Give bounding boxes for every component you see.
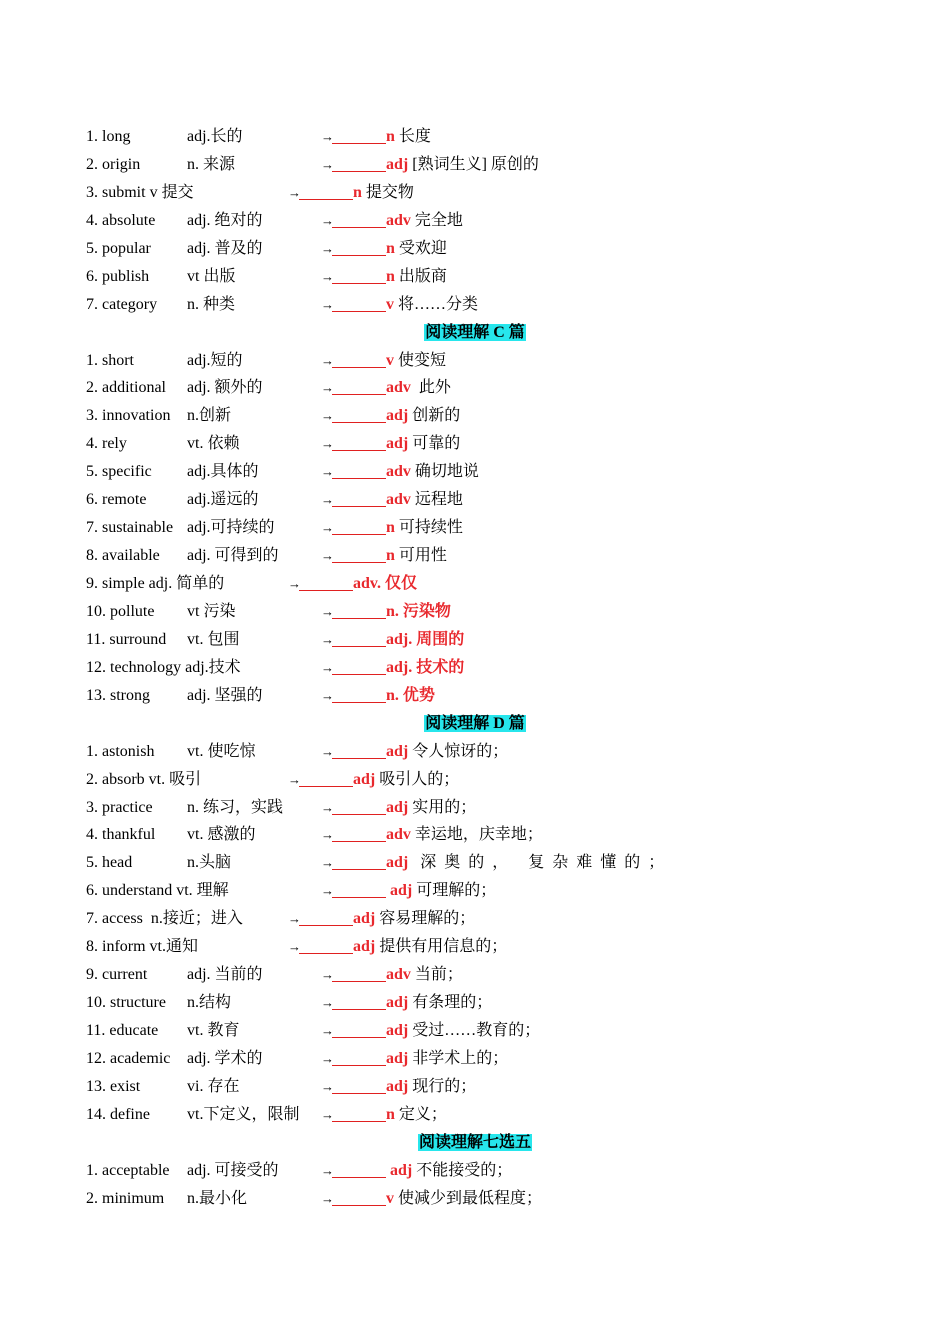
arrow-icon: →: [321, 548, 332, 564]
part-of-speech: n.结构: [187, 994, 232, 1012]
vocab-row: [0, 514, 950, 542]
fill-blank: [332, 1048, 386, 1066]
answer-meaning: 容易理解的；: [375, 910, 476, 928]
fill-blank: [332, 489, 386, 507]
answer-pos: adj: [386, 854, 409, 872]
part-of-speech: vt. 依赖: [187, 435, 240, 453]
part-of-speech: n. 来源: [187, 155, 236, 173]
fill-blank: [299, 182, 353, 200]
answer-meaning: 不能接受的；: [412, 1161, 513, 1179]
arrow-icon: →: [321, 743, 332, 759]
vocab-row: [0, 374, 950, 402]
fill-blank: [299, 908, 353, 926]
answer-line: [288, 570, 417, 598]
vocab-row: [0, 877, 950, 905]
answer-line: [321, 486, 463, 514]
fill-blank: [332, 964, 386, 982]
answer-pos: adj: [386, 407, 409, 425]
answer-pos: adj: [386, 1049, 409, 1067]
answer-meaning: 提供有用信息的；: [375, 938, 508, 956]
vocab-row: [0, 794, 950, 822]
fill-blank: [332, 797, 386, 815]
answer-pos: adj: [386, 798, 409, 816]
answer-meaning: 可用性: [394, 547, 447, 565]
answer-line: [321, 961, 463, 989]
word: 1. long: [86, 128, 131, 145]
answer-pos: n: [386, 519, 395, 537]
vocab-row: [0, 1017, 950, 1045]
answer-line: [321, 514, 463, 542]
vocab-row: [0, 430, 950, 458]
word: 9. simple adj. 简单的: [86, 575, 225, 592]
word: 11. surround: [86, 630, 167, 648]
answer-meaning: 可靠的: [408, 435, 461, 453]
answer-line: [321, 794, 476, 822]
word: 12. academic: [86, 1049, 171, 1067]
vocab-row: [0, 458, 950, 486]
answer-pos: v: [386, 1189, 394, 1207]
word: 11. educate: [86, 1022, 159, 1039]
answer-meaning: 创新的: [408, 407, 461, 425]
arrow-icon: →: [321, 799, 332, 815]
answer-line: [321, 207, 463, 235]
arrow-icon: →: [321, 1190, 332, 1206]
section-heading: [0, 710, 950, 738]
answer-pos: adv: [386, 379, 411, 397]
word: 5. specific: [86, 463, 152, 481]
answer-line: [321, 1157, 512, 1185]
answer-meaning: 受过……教育的；: [408, 1022, 541, 1039]
answer-line: [321, 1185, 542, 1213]
word: 7. access n.接近；进入: [86, 910, 243, 928]
word: 14. define: [86, 1105, 150, 1123]
answer-line: [321, 626, 464, 654]
answer-line: [321, 1017, 540, 1045]
answer-meaning: [熟词生义] 原创的: [408, 155, 539, 173]
section-reading-c: [0, 319, 950, 710]
part-of-speech: vi. 存在: [187, 1077, 240, 1095]
vocab-row: [0, 123, 950, 151]
vocab-row: [0, 598, 950, 626]
word: 1. astonish: [86, 742, 155, 760]
answer-line: [321, 877, 496, 905]
vocab-row: [0, 933, 950, 961]
vocab-row: [0, 179, 950, 207]
fill-blank: [332, 350, 386, 368]
answer-line: [321, 430, 460, 458]
arrow-icon: →: [321, 436, 332, 452]
answer-line: [288, 905, 475, 933]
part-of-speech: vt. 包围: [187, 630, 240, 648]
answer-pos: adv. 仅仅: [353, 575, 418, 592]
fill-blank: [332, 238, 386, 256]
answer-line: [321, 654, 464, 682]
answer-meaning: 此外: [410, 379, 451, 397]
answer-pos: adj: [386, 882, 413, 900]
word: 6. remote: [86, 491, 147, 509]
part-of-speech: n. 种类: [187, 295, 236, 313]
arrow-icon: →: [321, 520, 332, 536]
arrow-icon: →: [321, 1162, 332, 1178]
answer-line: [321, 1073, 476, 1101]
answer-meaning: 使减少到最低程度；: [394, 1189, 543, 1207]
answer-pos: adj: [353, 910, 376, 928]
arrow-icon: →: [321, 408, 332, 424]
answer-meaning: 非学术上的；: [408, 1049, 509, 1067]
answer-pos: n. 污染物: [386, 602, 451, 620]
answer-line: [321, 598, 451, 626]
answer-pos: adv: [386, 826, 411, 844]
arrow-icon: →: [321, 631, 332, 647]
fill-blank: [299, 769, 353, 787]
answer-line: [321, 821, 543, 849]
word: 6. understand vt. 理解: [86, 882, 229, 900]
answer-line: [288, 766, 459, 794]
answer-line: [321, 151, 539, 179]
arrow-icon: →: [321, 268, 332, 284]
answer-meaning: 远程地: [410, 491, 463, 509]
arrow-icon: →: [321, 212, 332, 228]
answer-pos: adv: [386, 966, 411, 984]
vocab-row: [0, 570, 950, 598]
fill-blank: [332, 629, 386, 647]
part-of-speech: adj.可持续的: [187, 519, 275, 537]
vocab-row: [0, 1073, 950, 1101]
answer-pos: adj: [386, 155, 409, 173]
part-of-speech: n.创新: [187, 407, 232, 425]
part-of-speech: adj. 普及的: [187, 239, 263, 257]
part-of-speech: adj. 可接受的: [187, 1161, 279, 1179]
answer-pos: v: [386, 295, 394, 313]
answer-meaning: 确切地说: [410, 463, 479, 481]
vocab-row: [0, 486, 950, 514]
vocab-row: [0, 263, 950, 291]
answer-pos: adj: [386, 1077, 409, 1095]
vocab-row: [0, 738, 950, 766]
word: 13. exist: [86, 1077, 141, 1095]
answer-pos: n: [386, 547, 395, 565]
arrow-icon: →: [288, 576, 299, 591]
fill-blank: [332, 461, 386, 479]
word: 1. acceptable: [86, 1161, 170, 1179]
arrow-icon: →: [321, 827, 332, 843]
answer-meaning: 当前；: [410, 966, 463, 984]
answer-meaning: 可理解的；: [412, 882, 497, 900]
arrow-icon: →: [321, 129, 332, 144]
answer-line: [321, 291, 478, 319]
part-of-speech: vt.下定义，限制: [187, 1105, 300, 1123]
vocab-row: [0, 849, 950, 877]
part-of-speech: adj.短的: [187, 351, 243, 369]
vocab-row: [0, 291, 950, 319]
arrow-icon: →: [321, 492, 332, 508]
arrow-icon: →: [321, 855, 332, 871]
word: 2. origin: [86, 155, 141, 173]
answer-meaning: 使变短: [394, 351, 447, 369]
part-of-speech: adj.具体的: [187, 463, 259, 481]
answer-meaning: 有条理的；: [408, 994, 493, 1012]
answer-line: [321, 989, 492, 1017]
arrow-icon: →: [288, 184, 299, 200]
part-of-speech: adj. 可得到的: [187, 547, 279, 565]
arrow-icon: →: [321, 380, 332, 396]
word: 10. pollute: [86, 602, 155, 620]
fill-blank: [332, 1188, 386, 1206]
vocab-row: [0, 821, 950, 849]
word: 4. rely: [86, 435, 127, 453]
section-heading: [0, 1129, 950, 1157]
answer-meaning: 可持续性: [394, 519, 463, 537]
answer-meaning: 长度: [394, 128, 431, 145]
part-of-speech: n. 练习，实践: [187, 798, 284, 816]
answer-meaning: 受欢迎: [394, 239, 447, 257]
part-of-speech: adj. 当前的: [187, 966, 263, 984]
fill-blank: [332, 852, 386, 870]
answer-pos: n. 优势: [386, 686, 435, 704]
answer-line: [321, 542, 447, 570]
fill-blank: [332, 1104, 386, 1122]
word: 13. strong: [86, 686, 150, 704]
word: 4. thankful: [86, 826, 156, 844]
part-of-speech: vt. 教育: [187, 1022, 240, 1039]
fill-blank: [332, 294, 386, 312]
answer-meaning: 提交物: [361, 183, 414, 201]
answer-line: [288, 933, 507, 961]
vocab-row: [0, 1045, 950, 1073]
vocab-row: [0, 235, 950, 263]
vocab-row: [0, 1157, 950, 1185]
arrow-icon: →: [321, 296, 332, 312]
vocab-row: [0, 766, 950, 794]
answer-line: [321, 458, 479, 486]
answer-line: [321, 1101, 447, 1129]
part-of-speech: vt 污染: [187, 602, 236, 620]
answer-pos: v: [386, 351, 394, 369]
part-of-speech: adj. 坚强的: [187, 686, 263, 704]
part-of-speech: adj.遥远的: [187, 491, 259, 509]
fill-blank: [332, 880, 386, 898]
arrow-icon: →: [321, 995, 332, 1011]
part-of-speech: vt 出版: [187, 267, 236, 285]
vocab-row: [0, 207, 950, 235]
answer-meaning: 出版商: [394, 267, 447, 285]
answer-pos: n: [386, 239, 395, 257]
section-heading: [0, 319, 950, 347]
fill-blank: [332, 601, 386, 619]
section-heading-text: 阅读理解 D 篇: [425, 714, 525, 732]
answer-pos: n: [353, 183, 362, 201]
arrow-icon: →: [321, 1023, 332, 1038]
word: 1. short: [86, 351, 134, 369]
answer-line: [288, 179, 414, 207]
fill-blank: [332, 266, 386, 284]
answer-pos: n: [386, 128, 395, 145]
part-of-speech: n.头脑: [187, 854, 232, 872]
word: 9. current: [86, 966, 148, 984]
answer-line: [321, 347, 446, 375]
vocab-row: [0, 347, 950, 375]
arrow-icon: →: [321, 603, 332, 619]
fill-blank: [299, 573, 353, 591]
word: 2. absorb vt. 吸引: [86, 770, 202, 788]
answer-meaning: 现行的；: [408, 1077, 477, 1095]
vocab-row: [0, 1101, 950, 1129]
answer-pos: adj: [386, 1022, 409, 1039]
fill-blank: [332, 992, 386, 1010]
vocab-row: [0, 989, 950, 1017]
answer-pos: adj: [353, 770, 376, 788]
section-reading-seven-five: [0, 1129, 950, 1213]
word: 2. minimum: [86, 1189, 165, 1207]
word: 3. practice: [86, 798, 153, 816]
fill-blank: [332, 377, 386, 395]
fill-blank: [332, 517, 386, 535]
arrow-icon: →: [321, 659, 332, 675]
vocab-row: [0, 961, 950, 989]
answer-pos: n: [386, 1105, 395, 1123]
arrow-icon: →: [321, 687, 332, 703]
answer-line: [321, 849, 672, 877]
word: 10. structure: [86, 994, 166, 1012]
arrow-icon: →: [288, 771, 299, 787]
word: 8. inform vt.通知: [86, 938, 198, 956]
arrow-icon: →: [321, 156, 332, 172]
word: 7. sustainable: [86, 519, 174, 537]
answer-line: [321, 402, 460, 430]
word: 5. head: [86, 854, 133, 872]
answer-line: [321, 738, 508, 766]
answer-meaning: 完全地: [410, 211, 463, 229]
word: 7. category: [86, 295, 158, 313]
vocabulary-page: [0, 123, 950, 1213]
answer-meaning: 将……分类: [394, 295, 479, 313]
answer-pos: adv: [386, 491, 411, 509]
arrow-icon: →: [321, 1078, 332, 1094]
arrow-icon: →: [321, 1106, 332, 1122]
part-of-speech: n.最小化: [187, 1189, 248, 1207]
answer-line: [321, 1045, 508, 1073]
answer-line: [321, 235, 447, 263]
answer-meaning: 幸运地，庆幸地；: [410, 826, 543, 844]
answer-meaning: 吸引人的；: [375, 770, 460, 788]
arrow-icon: →: [321, 240, 332, 256]
answer-pos: adj: [386, 1161, 413, 1179]
fill-blank: [332, 1020, 386, 1038]
part-of-speech: vt. 使吃惊: [187, 742, 256, 760]
section-heading-text: 阅读理解七选五: [418, 1133, 531, 1151]
arrow-icon: →: [288, 939, 299, 955]
word: 3. submit v 提交: [86, 183, 194, 201]
vocab-row: [0, 682, 950, 710]
vocab-row: [0, 151, 950, 179]
part-of-speech: adj. 学术的: [187, 1049, 263, 1067]
section-reading-d: [0, 710, 950, 1129]
answer-pos: adj: [386, 435, 409, 453]
vocab-row: [0, 542, 950, 570]
answer-line: [321, 374, 451, 402]
part-of-speech: adj. 绝对的: [187, 211, 263, 229]
vocab-row: [0, 654, 950, 682]
part-of-speech: vt. 感激的: [187, 826, 256, 844]
word: 4. absolute: [86, 211, 156, 229]
answer-pos: n: [386, 267, 395, 285]
fill-blank: [332, 1076, 386, 1094]
answer-pos: adj: [353, 938, 376, 956]
answer-pos: adj. 技术的: [386, 658, 465, 676]
fill-blank: [332, 1160, 386, 1178]
answer-meaning: 深奥的， 复杂难懂的；: [408, 854, 673, 872]
fill-blank: [332, 154, 386, 172]
arrow-icon: →: [321, 883, 332, 899]
fill-blank: [332, 657, 386, 675]
word: 2. additional: [86, 379, 166, 397]
answer-meaning: 定义；: [394, 1105, 447, 1123]
fill-blank: [332, 741, 386, 759]
answer-pos: adj: [386, 742, 409, 760]
answer-line: [321, 263, 447, 291]
vocab-row: [0, 905, 950, 933]
fill-blank: [332, 210, 386, 228]
section-1: [0, 123, 950, 319]
vocab-row: [0, 626, 950, 654]
part-of-speech: adj.长的: [187, 128, 243, 145]
word: 6. publish: [86, 267, 150, 285]
answer-pos: adv: [386, 463, 411, 481]
word: 8. available: [86, 547, 160, 565]
part-of-speech: adj. 额外的: [187, 379, 263, 397]
fill-blank: [299, 936, 353, 954]
section-heading-text: 阅读理解 C 篇: [425, 323, 525, 341]
fill-blank: [332, 405, 386, 423]
word: 3. innovation: [86, 407, 171, 425]
word: 12. technology adj.技术: [86, 658, 241, 676]
word: 5. popular: [86, 239, 151, 257]
arrow-icon: →: [321, 1050, 332, 1066]
answer-meaning: 实用的；: [408, 798, 477, 816]
answer-line: [321, 123, 431, 151]
answer-line: [321, 682, 435, 710]
fill-blank: [332, 824, 386, 842]
arrow-icon: →: [321, 967, 332, 983]
fill-blank: [332, 685, 386, 703]
fill-blank: [332, 545, 386, 563]
vocab-row: [0, 1185, 950, 1213]
fill-blank: [332, 126, 386, 144]
answer-pos: adj. 周围的: [386, 630, 465, 648]
arrow-icon: →: [288, 911, 299, 927]
arrow-icon: →: [321, 464, 332, 480]
fill-blank: [332, 433, 386, 451]
arrow-icon: →: [321, 352, 332, 368]
answer-meaning: 令人惊讶的；: [408, 742, 509, 760]
answer-pos: adj: [386, 994, 409, 1012]
vocab-row: [0, 402, 950, 430]
answer-pos: adv: [386, 211, 411, 229]
